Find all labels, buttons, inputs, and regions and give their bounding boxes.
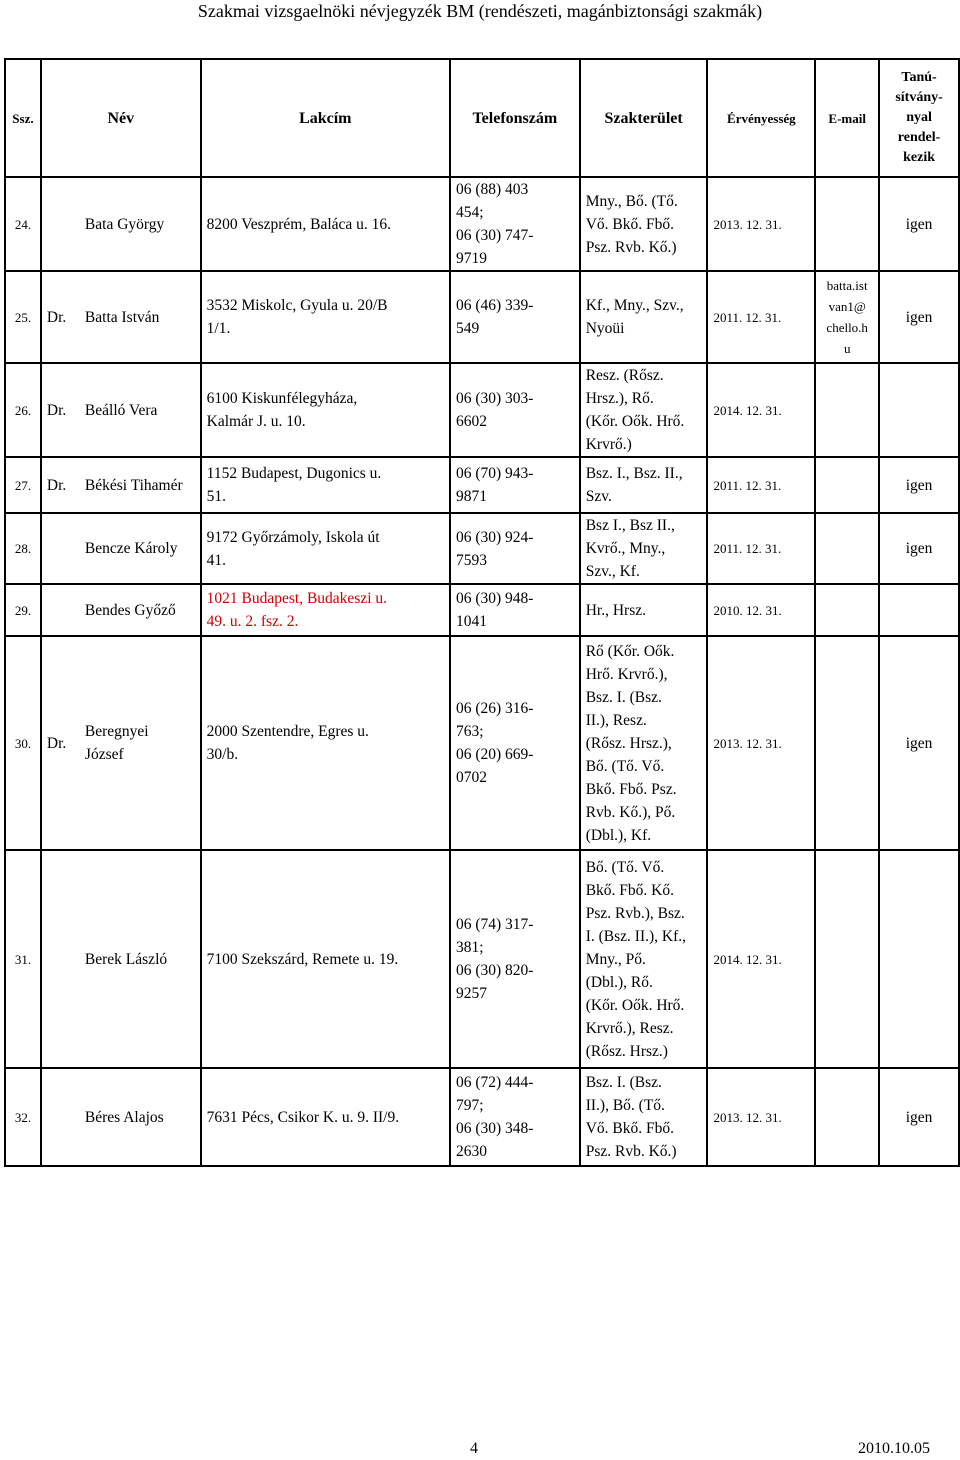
- row-email: [815, 513, 879, 584]
- row-phone: 06 (74) 317- 381; 06 (30) 820- 9257: [450, 850, 580, 1068]
- row-address: 3532 Miskolc, Gyula u. 20/B 1/1.: [201, 271, 450, 363]
- row-email: [815, 850, 879, 1068]
- row-address: 8200 Veszprém, Baláca u. 16.: [201, 177, 450, 271]
- row-name-cell: [41, 850, 201, 1068]
- row-name-cell: [41, 513, 201, 584]
- row-validity: 2014. 12. 31.: [707, 363, 815, 457]
- row-name: Békési Tihamér: [84, 476, 183, 494]
- row-ssz: 28.: [5, 513, 41, 584]
- row-certificate: igen: [879, 457, 959, 513]
- row-certificate: igen: [879, 636, 959, 850]
- row-ssz: 31.: [5, 850, 41, 1068]
- row-phone: 06 (30) 948- 1041: [450, 584, 580, 636]
- row-email: [815, 584, 879, 636]
- row-email: [815, 636, 879, 850]
- row-ssz: 25.: [5, 271, 41, 363]
- header-email: E-mail: [815, 59, 879, 177]
- table-row: [5, 457, 959, 513]
- row-name-cell: [41, 584, 201, 636]
- row-name: Bata György: [84, 215, 165, 233]
- table-row: [5, 636, 959, 850]
- row-ssz: 32.: [5, 1068, 41, 1166]
- row-specialty: Bsz I., Bsz II., Kvrő., Mny., Szv., Kf.: [580, 513, 708, 584]
- row-ssz: 27.: [5, 457, 41, 513]
- row-validity: 2014. 12. 31.: [707, 850, 815, 1068]
- row-validity: 2013. 12. 31.: [707, 177, 815, 271]
- row-name-cell: [41, 636, 201, 850]
- row-name-cell: [41, 271, 201, 363]
- row-validity: 2013. 12. 31.: [707, 636, 815, 850]
- row-phone: 06 (46) 339- 549: [450, 271, 580, 363]
- header-ervenyesseg: Érvényesség: [707, 59, 815, 177]
- page-number: 4: [470, 1440, 478, 1457]
- row-phone: 06 (88) 403 454; 06 (30) 747- 9719: [450, 177, 580, 271]
- header-lakcim: Lakcím: [201, 59, 450, 177]
- row-name: Berek László: [84, 950, 168, 968]
- row-phone: 06 (70) 943- 9871: [450, 457, 580, 513]
- row-phone: 06 (26) 316- 763; 06 (20) 669- 0702: [450, 636, 580, 850]
- row-validity: 2013. 12. 31.: [707, 1068, 815, 1166]
- header-row: [5, 59, 959, 177]
- row-email: [815, 177, 879, 271]
- row-validity: 2010. 12. 31.: [707, 584, 815, 636]
- row-ssz: 29.: [5, 584, 41, 636]
- row-address: 1021 Budapest, Budakeszi u. 49. u. 2. fsz. 2.: [201, 584, 450, 636]
- row-dr: Dr.: [46, 734, 67, 752]
- row-name-cell: [41, 457, 201, 513]
- row-address: 7100 Szekszárd, Remete u. 19.: [201, 850, 450, 1068]
- row-email: batta.ist van1@ chello.h u: [815, 271, 879, 363]
- row-dr: Dr.: [46, 476, 67, 494]
- row-certificate: igen: [879, 513, 959, 584]
- table-row: [5, 271, 959, 363]
- row-name: Batta István: [84, 308, 160, 326]
- row-name-cell: [41, 363, 201, 457]
- row-specialty: Resz. (Rősz. Hrsz.), Rő. (Kőr. Oők. Hrő. Krvrő.): [580, 363, 708, 457]
- row-name: Beregnyei József: [84, 723, 149, 763]
- row-validity: 2011. 12. 31.: [707, 513, 815, 584]
- row-specialty: Hr., Hrsz.: [580, 584, 708, 636]
- row-address: 7631 Pécs, Csikor K. u. 9. II/9.: [201, 1068, 450, 1166]
- row-specialty: Mny., Bő. (Tő. Vő. Bkő. Fbő. Psz. Rvb. Kő.): [580, 177, 708, 271]
- row-specialty: Bő. (Tő. Vő. Bkő. Fbő. Kő. Psz. Rvb.), Bsz. I. (Bsz. II.), Kf., Mny., Pő. (Dbl.), Rő. (Kőr. Oők. Hrő. Krvrő.), Resz. (Rősz. Hrsz.): [580, 850, 708, 1068]
- row-specialty: Bsz. I., Bsz. II., Szv.: [580, 457, 708, 513]
- row-validity: 2011. 12. 31.: [707, 271, 815, 363]
- table-row: [5, 513, 959, 584]
- row-certificate: [879, 363, 959, 457]
- row-phone: 06 (72) 444- 797; 06 (30) 348- 2630: [450, 1068, 580, 1166]
- document-date: 2010.10.05: [858, 1440, 930, 1457]
- row-specialty: Kf., Mny., Szv., Nyoüi: [580, 271, 708, 363]
- document-title: Szakmai vizsgaelnöki névjegyzék BM (rendészeti, magánbiztonsági szakmák): [197, 1, 763, 21]
- row-ssz: 26.: [5, 363, 41, 457]
- header-tanusitvany: Tanú- sítvány- nyal rendel- kezik: [879, 59, 959, 177]
- row-name: Beálló Vera: [84, 401, 158, 419]
- row-ssz: 30.: [5, 636, 41, 850]
- row-specialty: Rő (Kőr. Oők. Hrő. Krvrő.), Bsz. I. (Bsz. II.), Resz. (Rősz. Hrsz.), Bő. (Tő. Vő. Bkő. Fbő. Psz. Rvb. Kő.), Pő. (Dbl.), Kf.: [580, 636, 708, 850]
- row-dr: Dr.: [46, 401, 67, 419]
- row-certificate: igen: [879, 177, 959, 271]
- row-phone: 06 (30) 924- 7593: [450, 513, 580, 584]
- row-name: Béres Alajos: [84, 1108, 164, 1126]
- row-certificate: [879, 850, 959, 1068]
- row-address: 2000 Szentendre, Egres u. 30/b.: [201, 636, 450, 850]
- header-telefon: Telefonszám: [450, 59, 580, 177]
- row-address: 6100 Kiskunfélegyháza, Kalmár J. u. 10.: [201, 363, 450, 457]
- row-certificate: igen: [879, 1068, 959, 1166]
- header-ssz: Ssz.: [5, 59, 41, 177]
- row-address: 1152 Budapest, Dugonics u. 51.: [201, 457, 450, 513]
- row-email: [815, 457, 879, 513]
- row-dr: Dr.: [46, 308, 67, 326]
- row-email: [815, 363, 879, 457]
- row-address: 9172 Győrzámoly, Iskola út 41.: [201, 513, 450, 584]
- row-ssz: 24.: [5, 177, 41, 271]
- table-row: [5, 850, 959, 1068]
- row-certificate: [879, 584, 959, 636]
- row-phone: 06 (30) 303- 6602: [450, 363, 580, 457]
- table-row: [5, 1068, 959, 1166]
- row-name: Bendes Győző: [84, 601, 176, 619]
- header-szakterulet: Szakterület: [580, 59, 708, 177]
- table-row: [5, 363, 959, 457]
- row-name-cell: [41, 1068, 201, 1166]
- row-name-cell: [41, 177, 201, 271]
- row-email: [815, 1068, 879, 1166]
- row-specialty: Bsz. I. (Bsz. II.), Bő. (Tő. Vő. Bkő. Fbő. Psz. Rvb. Kő.): [580, 1068, 708, 1166]
- table-row: [5, 584, 959, 636]
- row-name: Bencze Károly: [84, 540, 178, 557]
- table-row: [5, 177, 959, 271]
- header-nev: Név: [41, 59, 201, 177]
- row-certificate: igen: [879, 271, 959, 363]
- registry-table: [4, 58, 960, 1167]
- row-validity: 2011. 12. 31.: [707, 457, 815, 513]
